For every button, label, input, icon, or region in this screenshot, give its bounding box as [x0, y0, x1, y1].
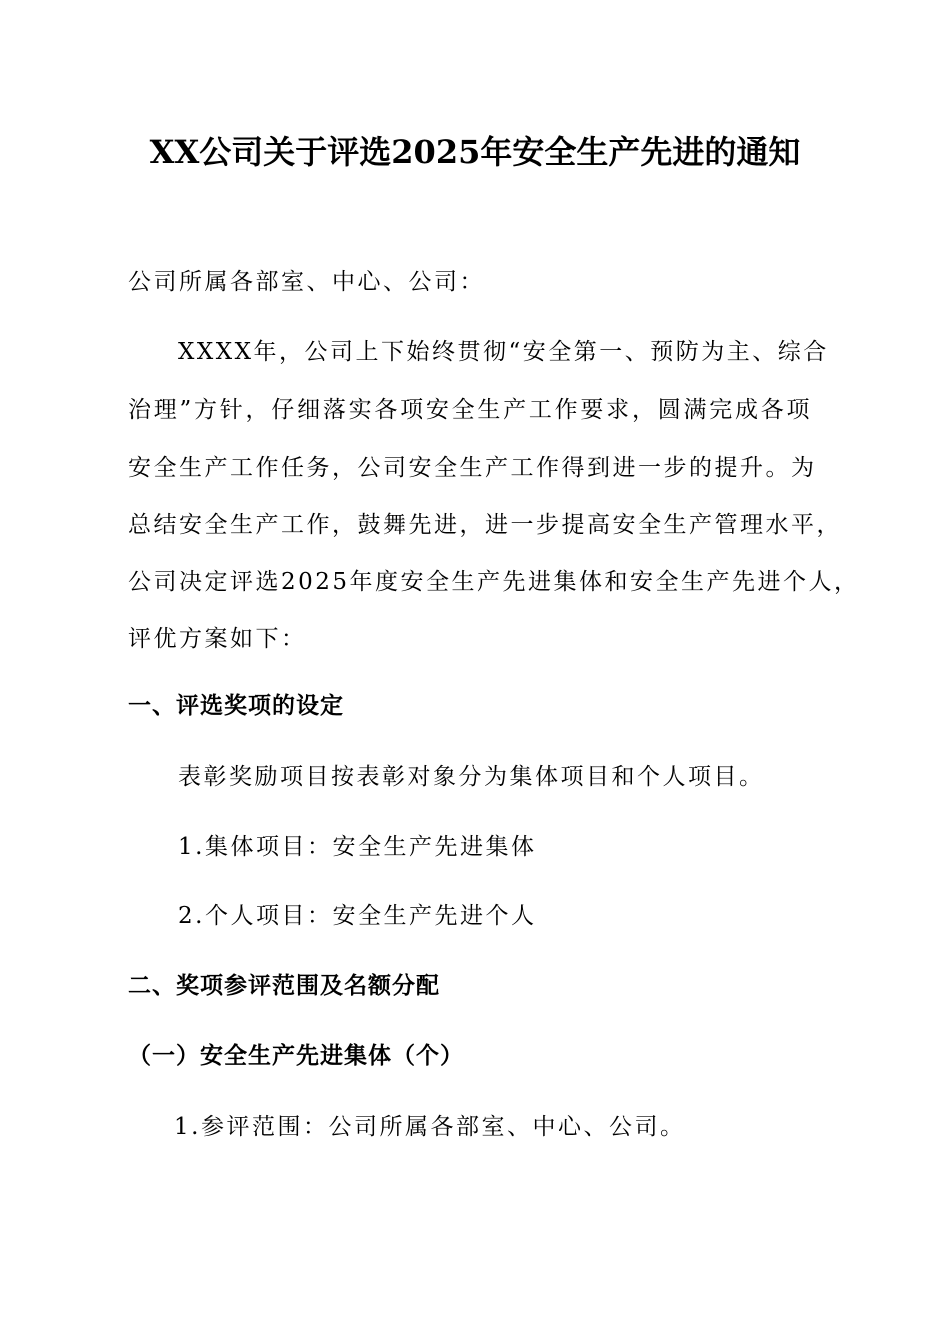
section-1-item-2: 2.个人项目：安全生产先进个人 [178, 903, 537, 929]
section-1-heading: 一、评选奖项的设定 [128, 692, 344, 719]
section-2-subheading: （一）安全生产先进集体（个） [128, 1042, 464, 1069]
intro-line-4: 总结安全生产工作，鼓舞先进，进一步提高安全生产管理水平， [128, 512, 842, 538]
salutation: 公司所属各部室、中心、公司： [128, 269, 485, 295]
intro-line-1: XXXX年，公司上下始终贯彻“安全第一、预防为主、综合 [178, 339, 829, 365]
intro-line-6: 评优方案如下： [128, 626, 307, 652]
section-1-item-1: 1.集体项目：安全生产先进集体 [178, 834, 537, 860]
section-1-paragraph: 表彰奖励项目按表彰对象分为集体项目和个人项目。 [178, 764, 765, 790]
intro-line-3: 安全生产工作任务，公司安全生产工作得到进一步的提升。为 [128, 455, 817, 481]
intro-line-5: 公司决定评选2025年度安全生产先进集体和安全生产先进个人， [128, 569, 860, 595]
intro-line-2: 治理”方针，仔细落实各项安全生产工作要求，圆满完成各项 [128, 397, 812, 423]
document-title: XX公司关于评选2025年安全生产先进的通知 [149, 133, 801, 171]
section-2-heading: 二、奖项参评范围及名额分配 [128, 972, 440, 999]
section-2-item-1: 1.参评范围：公司所属各部室、中心、公司。 [174, 1114, 686, 1140]
